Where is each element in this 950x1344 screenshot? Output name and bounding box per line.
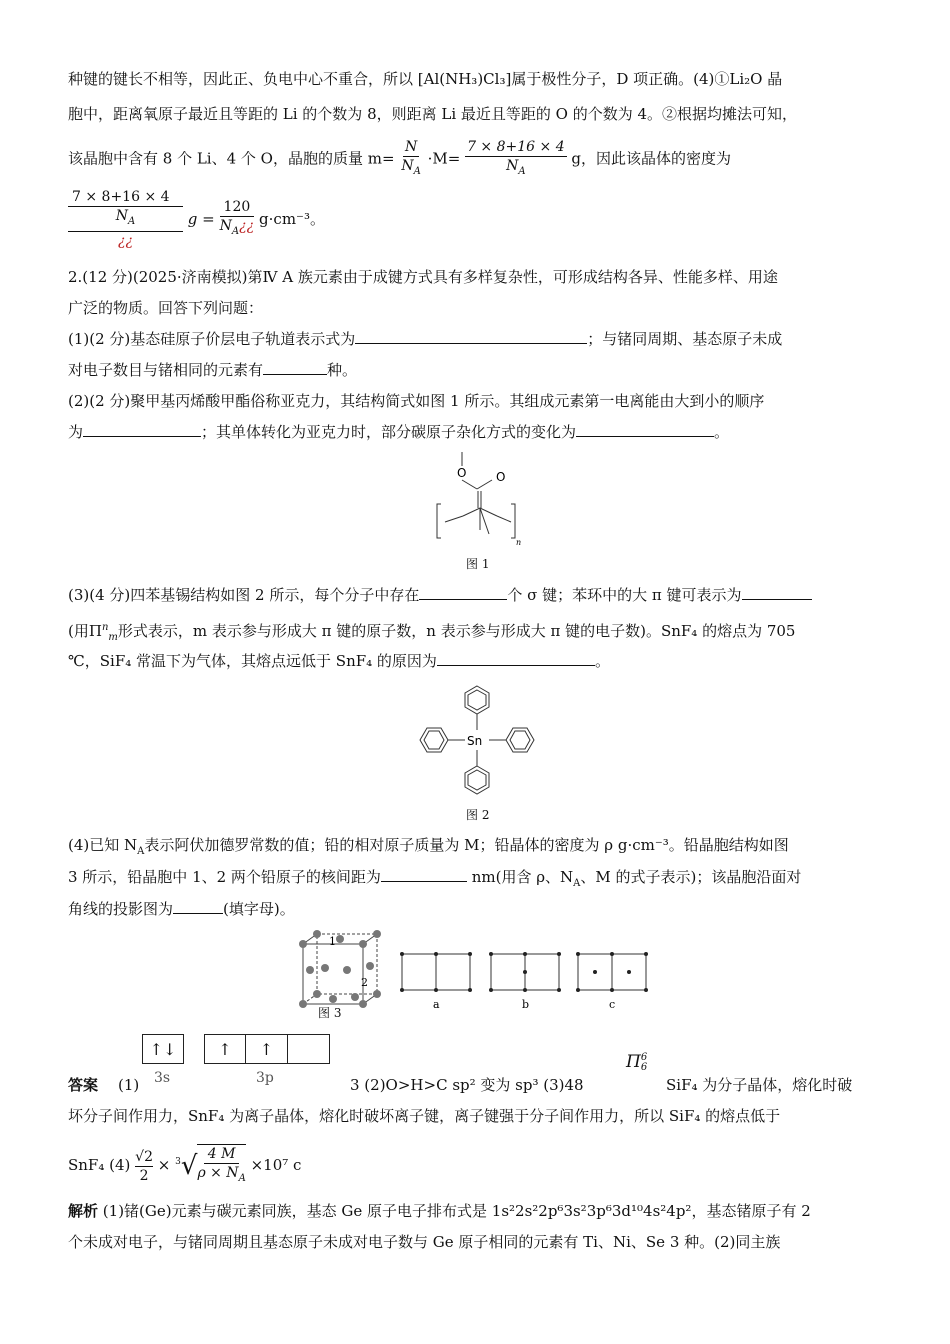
figure-3-caption: 图 3 (318, 1006, 342, 1020)
figure-1-caption: 图 1 (466, 557, 490, 571)
explanation-line-1: 解析 (1)锗(Ge)元素与碳元素同族，基态 Ge 原子电子排布式是 1s²2s²2p⁶3s²3p⁶3d¹⁰4s²4p²，基态锗原子有 2 (68, 1202, 811, 1220)
answer-blank[interactable] (381, 865, 467, 882)
answer-blank[interactable] (83, 420, 201, 437)
answer-line-2: 坏分子间作用力，SnF₄ 为离子晶体，熔化时破坏离子键，离子键强于分子间作用力，所以 SiF₄ 的熔点低于 (68, 1107, 781, 1125)
fig1-oxygen-label: O (496, 470, 506, 484)
answer-part-1: (1) (118, 1076, 140, 1094)
big-pi-bond-notation: Π 6 6 (626, 1051, 648, 1073)
option-c-label: c (609, 998, 616, 1011)
text-line-3: 该晶胞中含有 8 个 Li、4 个 O，晶胞的质量 m= $\frac{N}{N_A}$ ·M= $\frac{7 \times 8+16 \times 4}{N_A}$ g，因此该晶体的密度为 (68, 138, 731, 181)
question-2-line-2: 广泛的物质。回答下列问题： (68, 299, 264, 317)
fig3-atom-1-label: 1 (329, 935, 336, 948)
question-2-3-line-3: ℃，SiF₄ 常温下为气体，其熔点远低于 SnF₄ 的原因为 。 (68, 646, 888, 676)
answer-blank[interactable] (576, 420, 714, 437)
option-a-label: a (433, 998, 440, 1011)
answer-blank[interactable] (173, 897, 223, 914)
fig2-tin-label: Sn (467, 734, 483, 748)
question-2-3-line-2: (用$\Pi^n_m$形式表示，m 表示参与形成大 π 键的原子数，n 表示参与形成大 π 键的电子数)。SnF₄ 的熔点为 705 (68, 622, 796, 643)
answer-part-3-reason: SiF₄ 为分子晶体，熔化时破 (666, 1076, 853, 1094)
question-2-2-line-2: 为 ；其单体转化为亚克力时，部分碳原子杂化方式的变化为 。 (68, 417, 888, 447)
option-b-label: b (522, 998, 530, 1011)
question-2-4-line-3: 角线的投影图为 (填字母)。 (68, 894, 888, 924)
answer-blank[interactable] (742, 583, 812, 600)
orbital-box: ↑↓ (142, 1034, 184, 1064)
orbital-3p-label: 3p (256, 1070, 274, 1086)
density-formula: 7 × 8+16 × 4 $N_A$ ¿¿ g = $\frac{120}{N_A¿¿}$ g·cm⁻³。 (68, 188, 325, 250)
question-2-line-1: 2.(12 分)(2025·济南模拟)第Ⅳ A 族元素由于成键方式具有多样复杂性，可形成结构各异、性能多样、用途 (68, 268, 778, 286)
answer-blank[interactable] (263, 358, 327, 375)
answer-blank[interactable] (419, 583, 507, 600)
question-2-4-line-2: 3 所示，铅晶胞中 1、2 两个铅原子的核间距为 nm(用含 ρ、$N_A$、M 的式子表示)；该晶胞沿面对 (68, 862, 888, 899)
text-line-2: 胞中，距离氧原子最近且等距的 Li 的个数为 8，则距离 Li 最近且等距的 O 的个数为 4。②根据均摊法可知， (68, 105, 798, 123)
orbital-box: ↑ (246, 1034, 288, 1064)
question-2-2-line-1: (2)(2 分)聚甲基丙烯酸甲酯俗称亚克力，其结构简式如图 1 所示。其组成元素第一电离能由大到小的顺序 (68, 392, 765, 410)
orbital-box (288, 1034, 330, 1064)
figure-2-tetraphenyltin (412, 680, 542, 802)
figure-1-pmma-structure (425, 446, 525, 556)
figure-3-lead-unit-cell (295, 930, 655, 1020)
answer-line-3: SnF₄ (4) $\frac{√2}{2}$ × $^3$√ $\frac{4 M}{\rho \times N_A}$ ×10⁷ c (68, 1140, 301, 1188)
question-2-4-line-1: (4)已知 $N_A$表示阿伏加德罗常数的值；铅的相对原子质量为 M；铅晶体的密度为 ρ g·cm⁻³。铅晶胞结构如图 (68, 836, 789, 857)
question-2-3-line-1: (3)(4 分)四苯基锡结构如图 2 所示，每个分子中存在 个 σ 键；苯环中的大 π 键可表示为 (68, 580, 888, 610)
text-line-1: 种键的键长不相等，因此正、负电中心不重合，所以 [Al(NH₃)Cl₃]属于极性分子，D 项正确。(4)①Li₂O 晶 (68, 70, 783, 88)
fraction-mass: $\frac{7 \times 8+16 \times 4}{N_A}$ (467, 139, 565, 177)
orbital-3s (142, 1034, 184, 1064)
answer-blank[interactable] (355, 327, 587, 344)
orbital-3s-label: 3s (154, 1070, 171, 1086)
fig1-oxygen-label: O (457, 466, 467, 480)
fraction-n-over-na: $\frac{N}{N_A}$ (401, 139, 421, 177)
orbital-box: ↑ (204, 1034, 246, 1064)
question-2-1-line-1: (1)(2 分)基态硅原子价层电子轨道表示式为 ；与锗同周期、基态原子未成 (68, 324, 888, 354)
explanation-line-2: 个未成对电子，与锗同周期且基态原子未成对电子数与 Ge 原子相同的元素有 Ti、Ni、Se 3 种。(2)同主族 (68, 1233, 781, 1251)
fig1-n-label: n (516, 538, 522, 547)
fig3-atom-2-label: 2 (361, 976, 368, 989)
answer-label: 答案 (68, 1076, 99, 1094)
answer-parts-2-3: 3 (2)O>H>C sp² 变为 sp³ (3)48 (350, 1076, 584, 1094)
question-2-1-line-2: 对电子数目与锗相同的元素有 种。 (68, 355, 888, 385)
figure-2-caption: 图 2 (466, 808, 490, 822)
orbital-3p (204, 1034, 330, 1064)
answer-blank[interactable] (437, 649, 595, 666)
